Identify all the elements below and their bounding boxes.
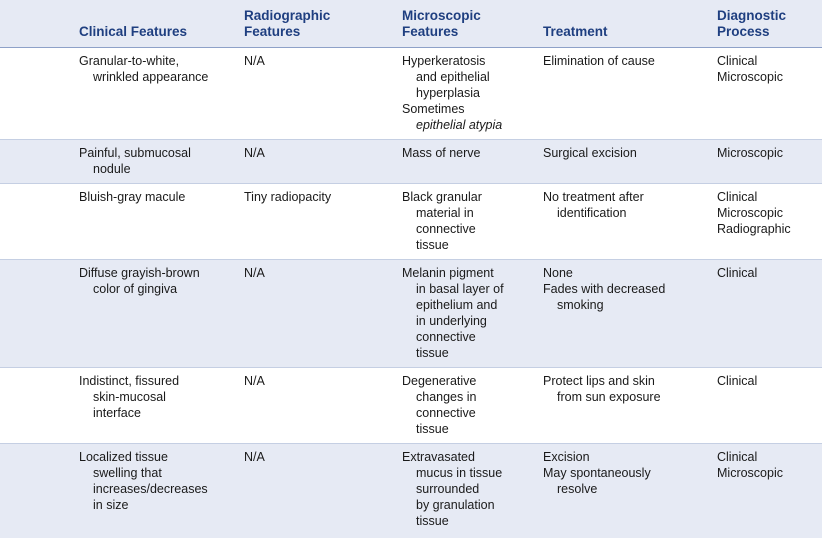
cell-radiographic [244,449,265,465]
cell-clinical [79,373,179,421]
cell-treatment [543,449,651,497]
cell-line: Protect lips and skin [543,374,655,388]
cell-diagnostic [717,189,791,237]
cell-line: N/A [244,54,265,68]
cell-line: tissue [416,238,449,252]
cell-line: Microscopic [717,206,783,220]
header-line: Treatment [543,24,608,39]
cell-line: Clinical [717,190,758,204]
header-line: Radiographic [244,8,331,23]
cell-line: N/A [244,374,265,388]
table-row [0,444,822,538]
cell-line: tissue [416,346,449,360]
cell-line: N/A [244,266,265,280]
cell-line: Melanin pigment [402,266,494,280]
cell-line: Degenerative [402,374,477,388]
cell-line: Granular-to-white, [79,54,180,68]
cell-line: Surgical excision [543,146,637,160]
cell-line: Mass of nerve [402,146,481,160]
cell-line: N/A [244,146,265,160]
cell-microscopic [402,145,481,161]
cell-radiographic [244,373,265,389]
cell-line: epithelial atypia [416,118,503,132]
cell-radiographic [244,265,265,281]
cell-treatment [543,53,655,69]
cell-line: Sometimes [402,102,465,116]
cell-line: Hyperkeratosis [402,54,486,68]
cell-diagnostic [717,265,757,281]
cell-radiographic [244,53,265,69]
table-row [0,140,822,184]
cell-microscopic [402,53,502,133]
cell-line: in basal layer of [416,282,504,296]
cell-line: May spontaneously [543,466,651,480]
cell-line: material in [416,206,474,220]
cell-line: Bluish-gray macule [79,190,186,204]
cell-clinical [79,53,208,85]
cell-line: and epithelial [416,70,490,84]
cell-line: changes in [416,390,477,404]
cell-line: hyperplasia [416,86,480,100]
cell-line: Clinical [717,374,758,388]
cell-radiographic [244,189,331,205]
cell-line: Clinical [717,266,758,280]
cell-line: connective [416,330,476,344]
cell-treatment [543,189,644,221]
cell-line: Black granular [402,190,482,204]
cell-radiographic [244,145,265,161]
cell-line: Elimination of cause [543,54,655,68]
header-treatment [543,24,608,40]
cell-line: Indistinct, fissured [79,374,180,388]
cell-line: tissue [416,514,449,528]
header-diagnostic-process [717,8,786,40]
cell-clinical [79,189,185,205]
cell-line: None [543,266,573,280]
cell-line: connective [416,406,476,420]
table-row [0,368,822,444]
cell-line: surrounded [416,482,480,496]
cell-line: in underlying [416,314,487,328]
cell-line: Diffuse grayish-brown [79,266,200,280]
cell-line: N/A [244,450,265,464]
cell-line: Fades with decreased [543,282,666,296]
cell-clinical [79,145,191,177]
cell-diagnostic [717,145,783,161]
cell-microscopic [402,265,504,361]
cell-line: mucus in tissue [416,466,503,480]
cell-treatment [543,265,665,313]
cell-line: Clinical [717,54,758,68]
cell-line: smoking [557,298,604,312]
cell-line: Radiographic [717,222,791,236]
cell-line: epithelium and [416,298,498,312]
header-line: Diagnostic [717,8,787,23]
cell-diagnostic [717,53,783,85]
cell-line: Microscopic [717,466,783,480]
cell-line: in size [93,498,129,512]
cell-line: Excision [543,450,590,464]
cell-line: from sun exposure [557,390,661,404]
cell-line: connective [416,222,476,236]
cell-line: identification [557,206,627,220]
cell-line: Tiny radiopacity [244,190,332,204]
cell-line: skin-mucosal [93,390,166,404]
cell-clinical [79,449,208,513]
cell-diagnostic [717,449,783,481]
header-line: Features [402,24,459,39]
header-microscopic-features [402,8,481,40]
cell-diagnostic [717,373,757,389]
table-header-row [0,0,822,48]
cell-line: interface [93,406,141,420]
table-row [0,260,822,368]
cell-microscopic [402,449,502,529]
cell-line: Extravasated [402,450,475,464]
header-radiographic-features [244,8,330,40]
cell-microscopic [402,189,482,253]
table-row [0,48,822,140]
cell-line: by granulation [416,498,495,512]
cell-line: Microscopic [717,146,783,160]
header-clinical-features [79,24,187,40]
cell-line: No treatment after [543,190,644,204]
cell-treatment [543,373,661,405]
header-line: Features [244,24,301,39]
cell-line: color of gingiva [93,282,178,296]
cell-line: nodule [93,162,131,176]
cell-line: resolve [557,482,598,496]
cell-line: Painful, submucosal [79,146,191,160]
header-line: Clinical Features [79,24,188,39]
cell-line: swelling that [93,466,162,480]
header-line: Microscopic [402,8,481,23]
cell-line: Clinical [717,450,758,464]
cell-line: Localized tissue [79,450,168,464]
cell-treatment [543,145,637,161]
cell-line: wrinkled appearance [93,70,209,84]
cell-microscopic [402,373,476,437]
header-line: Process [717,24,770,39]
cell-line: Microscopic [717,70,783,84]
cell-line: tissue [416,422,449,436]
table-row [0,184,822,260]
cell-clinical [79,265,200,297]
cell-line: increases/decreases [93,482,208,496]
